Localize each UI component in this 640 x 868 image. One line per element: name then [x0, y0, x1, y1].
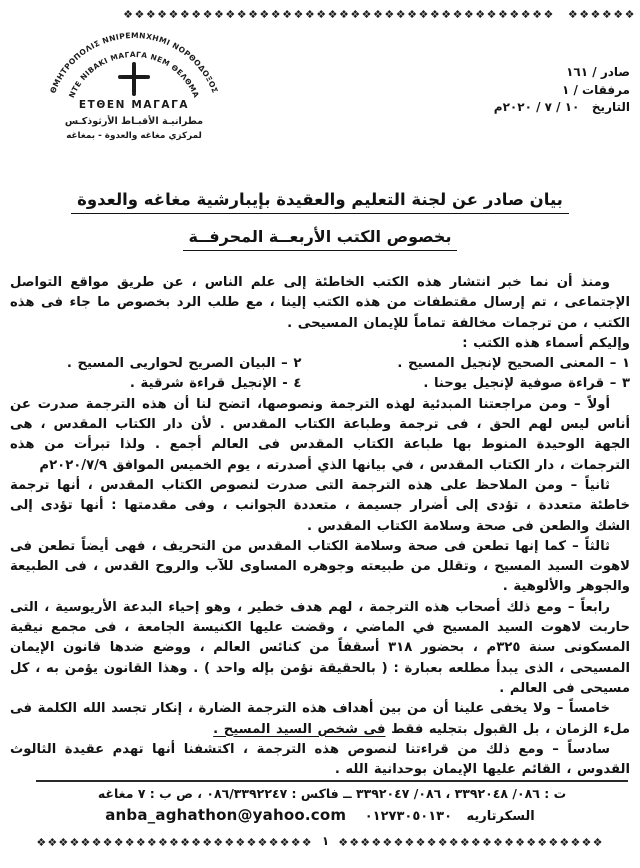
statement-subtitle: بخصوص الكتب الأربعــة المحرفــة	[183, 227, 458, 251]
book-item-1: ١ – المعنى الصحيح لإنجيل المسيح .	[397, 356, 630, 372]
seal-coptic-outer-arc: ΘΜΗΤΡΟΠΟΛΙΣ ΝΝΙΡΕΜΝΧΗΜΙ ΝΟΡΘΟΔΟΞΟΣ	[48, 30, 220, 95]
secretary-label: السكرتاريه	[466, 809, 535, 824]
diamond-ornament-icon: ❖❖❖❖❖❖	[567, 8, 636, 21]
diamond-ornament-icon: ❖❖❖❖❖❖❖❖❖❖❖❖❖❖❖❖❖❖❖❖❖❖❖❖	[338, 836, 604, 849]
page-number: ١	[321, 834, 330, 848]
paragraph-first: أولاً – ومن مراجعتنا المبدئية لهذه الترجمة ونصوصها، اتضح لنا أن هذه الترجمة صدرت عن أناس ليس لهم الحق ، فى ترجمة وطباعة الكتاب المقدس . لأن دار الكتاب المقدس ، هى الجهة الوحيدة المنوط بها طباعة الكتاب المقدس فى العالم أجمع . ولذا تبرأت من هذه الترجمات ، دار الكتاب المقدس ، في بيانها الذي أصدرته ، يوم الخميس الموافق ٢٠٢٠/٧/٩م	[10, 396, 630, 473]
footer-contacts: ت : ٠٨٦/ ٣٣٩٢٠٤٨ ، ٠٨٦/ ٣٣٩٢٠٤٧ ــ فاكس : ٠٨٦/٣٣٩٢٢٤٧ ، ص ب : ٧ مغاغه	[97, 786, 567, 801]
paragraph-fourth: رابعاً – ومع ذلك أصحاب هذه الترجمة ، لهم هدف خطير ، وهو إحياء البدعة الأريوسية ، التى حاربت لاهوت السيد المسيح في الماضي ، وقضت عليها الكنيسة الجامعة ، فى مجمع نيقية المسكونى سنة ٣٢٥م ، بحضور ٣١٨ أسقفاً من كنائس العالم ، ووضع ضدها قانون الإيمان المسيحى ، الذى يبدأ مطلعه بعبارة : ( بالحقيقة نؤمن بإله واحد ) . وهذا القانون يؤمن به ، كل مسيحى فى العالم .	[10, 599, 630, 696]
secretary-phone: ٠١٢٧٣٠٥٠١٣٠	[364, 809, 452, 824]
bottom-ornament-border	[6, 834, 634, 850]
paragraph-fifth-underlined-phrase: فى شخص السيد المسيح .	[213, 721, 386, 737]
paragraph-second: ثانياً – ومن الملاحظ على هذه الترجمة التى صدرت لنصوص الكتاب المقدس ، أنها ترجمة خاطئة متعددة ، تؤدى إلى أضرار جسيمة ، متعددة الجوانب ، وفى مقدمتها : أنها تؤدى إلى الشك والطعن فى صحة وسلامة الكتاب المقدس .	[10, 477, 630, 534]
diocese-seal	[40, 28, 224, 150]
footer-divider	[36, 780, 628, 782]
issue-number: صادر / ١٦١	[566, 65, 630, 79]
paragraph-sixth: سادساً – ومع ذلك من قراءتنا لنصوص هذه الترجمة ، اكتشفنا أنها تهدم عقيدة الثالوث القدوس ، القائم عليها الإيمان بوحدانية الله .	[10, 741, 630, 778]
seal-coptic-name: ΕΤΘΕΝ ΜΑΓΑΓΑ	[78, 99, 190, 111]
books-row-2	[10, 374, 630, 394]
reference-block	[494, 64, 630, 117]
top-ornament-border	[123, 8, 636, 22]
date-line: التاريخ ١٠ / ٧ / ٢٠٢٠م	[493, 100, 630, 114]
book-item-4: ٤ - الإنجيل قراءة شرقية .	[129, 376, 302, 392]
books-list-intro: وإليكم أسماء هذه الكتب :	[462, 335, 630, 351]
email-address: anba_aghathon@yahoo.com	[105, 806, 347, 824]
footer-secretary-line	[0, 806, 640, 824]
paragraph-fifth-text: خامساً – ولا يخفى علينا أن من بين أهداف هذه الترجمة الضارة ، إنكار تجسد الله الكلمة فى ملء الزمان ، بل القبول بتجليه فقط	[10, 701, 630, 737]
books-row-1	[10, 354, 630, 374]
paragraph-third: ثالثاً – كما إنها تطعن فى صحة وسلامة الكتاب المقدس من التحريف ، فهى أيضاً تطعن فى لاهوت السيد المسيح ، وتقلل من طبيعته وجوهره المساوى للآب والروح القدس ، فى الطبيعة والجوهر والألوهية .	[10, 538, 630, 595]
statement-body	[10, 273, 630, 780]
seal-coptic-inner-arc: ΝΤΕ ΝΙΒΑΚΙ ΜΑΓΑΓΑ ΝΕΜ ΘΕΛΘΜΑ	[66, 49, 202, 100]
diamond-ornament-icon: ❖❖❖❖❖❖❖❖❖❖❖❖❖❖❖❖❖❖❖❖❖❖❖❖❖❖❖❖❖❖❖❖❖❖❖❖❖❖	[123, 8, 555, 21]
diamond-ornament-icon: ❖❖❖❖❖❖❖❖❖❖❖❖❖❖❖❖❖❖❖❖❖❖❖❖❖	[36, 836, 313, 849]
paragraph-intro: ومنذ أن نما خبر انتشار هذه الكتب الخاطئة إلى علم الناس ، عن طريق مواقع التواصل الإجتماعى ، تم إرسال مقتطفات من هذه الكتب إلينا ، مع طلب الرد بخصوص ما جاء فى هذه الكتب ، من ترجمات مخالفة تماماً للإيمان المسيحى .	[10, 275, 630, 331]
seal-arabic-line1: مطرانيـة الأقبـاط الأرثوذكـس	[64, 116, 204, 127]
seal-arabic-line2: لمركزي مغاغه والعدوة - بمغاغه	[66, 131, 202, 141]
seal-graphic	[40, 28, 224, 150]
book-item-3: ٣ – قراءة صوفية لإنجيل يوحنا .	[423, 376, 630, 392]
statement-titles	[0, 190, 640, 251]
statement-title: بيان صادر عن لجنة التعليم والعقيدة بإيبارشية مغاغه والعدوة	[71, 190, 569, 214]
attachments-count: مرفقات / ١	[561, 82, 630, 97]
book-item-2: ٢ – البيان الصريح لحواريى المسيح .	[66, 356, 302, 372]
paragraph-fifth	[10, 699, 630, 740]
coptic-cross-icon	[122, 66, 146, 92]
